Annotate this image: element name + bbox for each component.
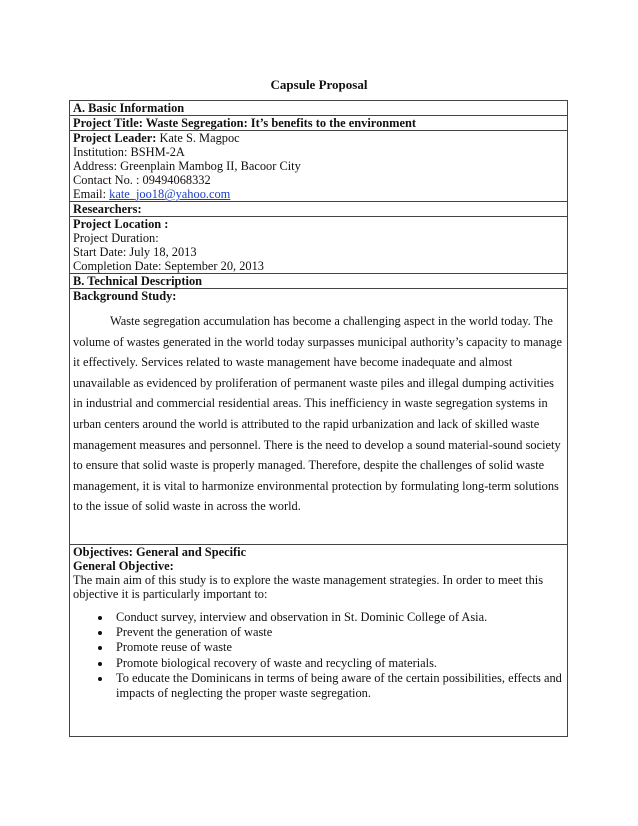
leader-line [73, 131, 564, 145]
section-a-heading: A. Basic Information [70, 101, 568, 116]
leader-cell [70, 131, 568, 202]
objective-item: • Promote reuse of waste [112, 640, 564, 655]
section-b-row [70, 274, 568, 289]
leader-row [70, 131, 568, 202]
objectives-intro: The main aim of this study is to explore the waste management strategies. In order to meet this objective it is particularly important to: [73, 573, 544, 601]
project-title-cell [70, 116, 568, 131]
researchers-row [70, 202, 568, 217]
project-title-value: Waste Segregation: It’s benefits to the environment [145, 116, 416, 130]
completion-date-line: Completion Date: September 20, 2013 [73, 259, 264, 273]
project-title-row [70, 116, 568, 131]
background-row [70, 289, 568, 545]
contact-line: Contact No. : 09494068332 [73, 173, 211, 187]
section-b-heading: B. Technical Description [70, 274, 568, 289]
background-cell [70, 289, 568, 545]
address-line: Address: Greenplain Mambog II, Bacoor City [73, 159, 301, 173]
proposal-table [69, 100, 568, 737]
document-title: Capsule Proposal [270, 77, 368, 92]
email-line [73, 187, 564, 201]
location-row [70, 217, 568, 274]
objective-item: • To educate the Dominicans in terms of being aware of the certain possibilities, effects and impacts of neglecting the proper waste segregation. [112, 671, 564, 701]
objectives-row [70, 545, 568, 737]
leader-name: Kate S. Magpoc [159, 131, 240, 145]
objectives-cell [70, 545, 568, 737]
objectives-list [73, 610, 564, 701]
objective-item: • Conduct survey, interview and observation in St. Dominic College of Asia. [112, 610, 564, 625]
background-paragraph: Waste segregation accumulation has become a challenging aspect in the world today. The volume of wastes generated in the world today surpasses municipal authority’s capacity to manage it effectively. Services related to waste management have become inadequate and almost unavailable as evidenced by proliferation of permanent waste piles and illegal dumping activities in industrial and commercial residential areas. This inefficiency in waste segregation systems in urban centers around the world is attributed to the rapid urbanization and lack of skilled waste management measures and personnel. There is the need to develop a sound material-sound society to ensure that solid waste is properly managed. Therefore, despite the challenges of solid waste management, it is vital to harmonize environmental protection by formulating long-term solutions to the issue of solid waste in across the world. [73, 314, 562, 514]
leader-label: Project Leader: [73, 131, 157, 145]
project-title-label: Project Title: [73, 116, 143, 130]
email-link[interactable]: kate_joo18@yahoo.com [109, 187, 231, 201]
researchers-label: Researchers: [70, 202, 568, 217]
duration-line: Project Duration: [73, 231, 159, 245]
email-label: Email: [73, 187, 110, 201]
objective-item: • Promote biological recovery of waste and recycling of materials. [112, 656, 564, 671]
start-date-line: Start Date: July 18, 2013 [73, 245, 197, 259]
objectives-heading: Objectives: General and Specific [73, 545, 247, 559]
institution-line: Institution: BSHM-2A [73, 145, 185, 159]
location-label: Project Location : [73, 217, 169, 231]
objective-item: • Prevent the generation of waste [112, 625, 564, 640]
background-label: Background Study: [73, 289, 177, 303]
section-a-row [70, 101, 568, 116]
location-cell [70, 217, 568, 274]
general-objective-label: General Objective: [73, 559, 174, 573]
